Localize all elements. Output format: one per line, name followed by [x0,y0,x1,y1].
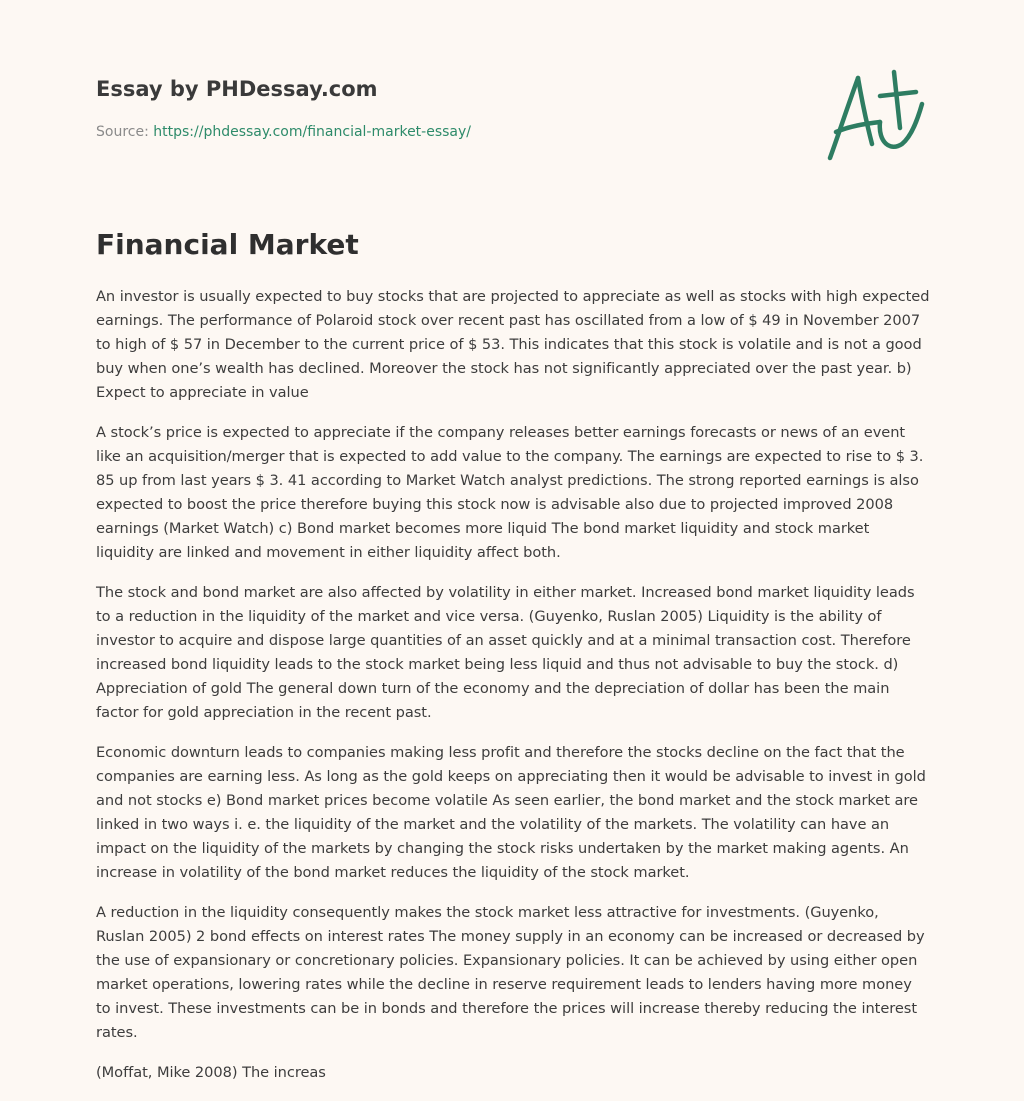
paragraph-1: An investor is usually expected to buy stocks that are projected to appreciate as well as stocks with high expected earnings. The performance of Polaroid stock over recent past has oscillated from a low of $ 49 in November 2007 to high of $ 57 in December to the current price of $ 53. This indicates that this stock is volatile and is not a good buy when one’s wealth has declined. Moreover the stock has not significantly appreciated over the past year. b) Expect to appreciate in value [96,288,930,401]
paragraph-3: The stock and bond market are also affected by volatility in either market. Increased bond market liquidity leads to a reduction in the liquidity of the market and vice versa. (Guyenko, Ruslan 2005) Liquidity is the ability of investor to acquire and dispose large quantities of an asset quickly and at a minimal transaction cost. Therefore increased bond liquidity leads to the stock market being less liquid and thus not advisable to buy the stock. d) Appreciation of gold The general down turn of the economy and the depreciation of dollar has been the main factor for gold appreciation in the recent past. [96,584,915,721]
essay-header [96,74,736,142]
paragraph-2: A stock’s price is expected to appreciate if the company releases better earnings forecasts or news of an event like an acquisition/merger that is expected to add value to the company. The earnings are expected to rise to $ 3. 85 up from last years $ 3. 41 according to Market Watch analyst predictions. The strong reported earnings is also expected to boost the price therefore buying this stock now is advisable also due to projected improved 2008 earnings (Market Watch) c) Bond market becomes more liquid The bond market liquidity and stock market liquidity are linked and movement in either liquidity affect both. [96,424,924,561]
a-plus-grade-icon [820,66,930,166]
paragraph-6: (Moffat, Mike 2008) The increas [96,1064,326,1081]
source-label: Source: [96,124,154,140]
source-link[interactable]: https://phdessay.com/financial-market-essay/ [153,124,471,140]
article-title: Financial Market [96,228,359,261]
paragraph-5: A reduction in the liquidity consequently makes the stock market less attractive for investments. (Guyenko, Ruslan 2005) 2 bond effects on interest rates The money supply in an economy can be increased or decreased by the use of expansionary or concretionary policies. Expansionary policies. It can be achieved by using either open market operations, lowering rates while the decline in reserve requirement leads to lenders having more money to invest. These investments can be in bonds and therefore the prices will increase thereby reducing the interest rates. [96,904,925,1041]
source-line [96,122,736,142]
paragraph-4: Economic downturn leads to companies making less profit and therefore the stocks decline on the fact that the companies are earning less. As long as the gold keeps on appreciating then it would be advisable to invest in gold and not stocks e) Bond market prices become volatile As seen earlier, the bond market and the stock market are linked in two ways i. e. the liquidity of the market and the volatility of the markets. The volatility can have an impact on the liquidity of the markets by changing the stock risks undertaken by the market making agents. An increase in volatility of the bond market reduces the liquidity of the stock market. [96,744,926,881]
brand-title: Essay by PHDessay.com [96,77,378,101]
article-body [96,285,930,1101]
